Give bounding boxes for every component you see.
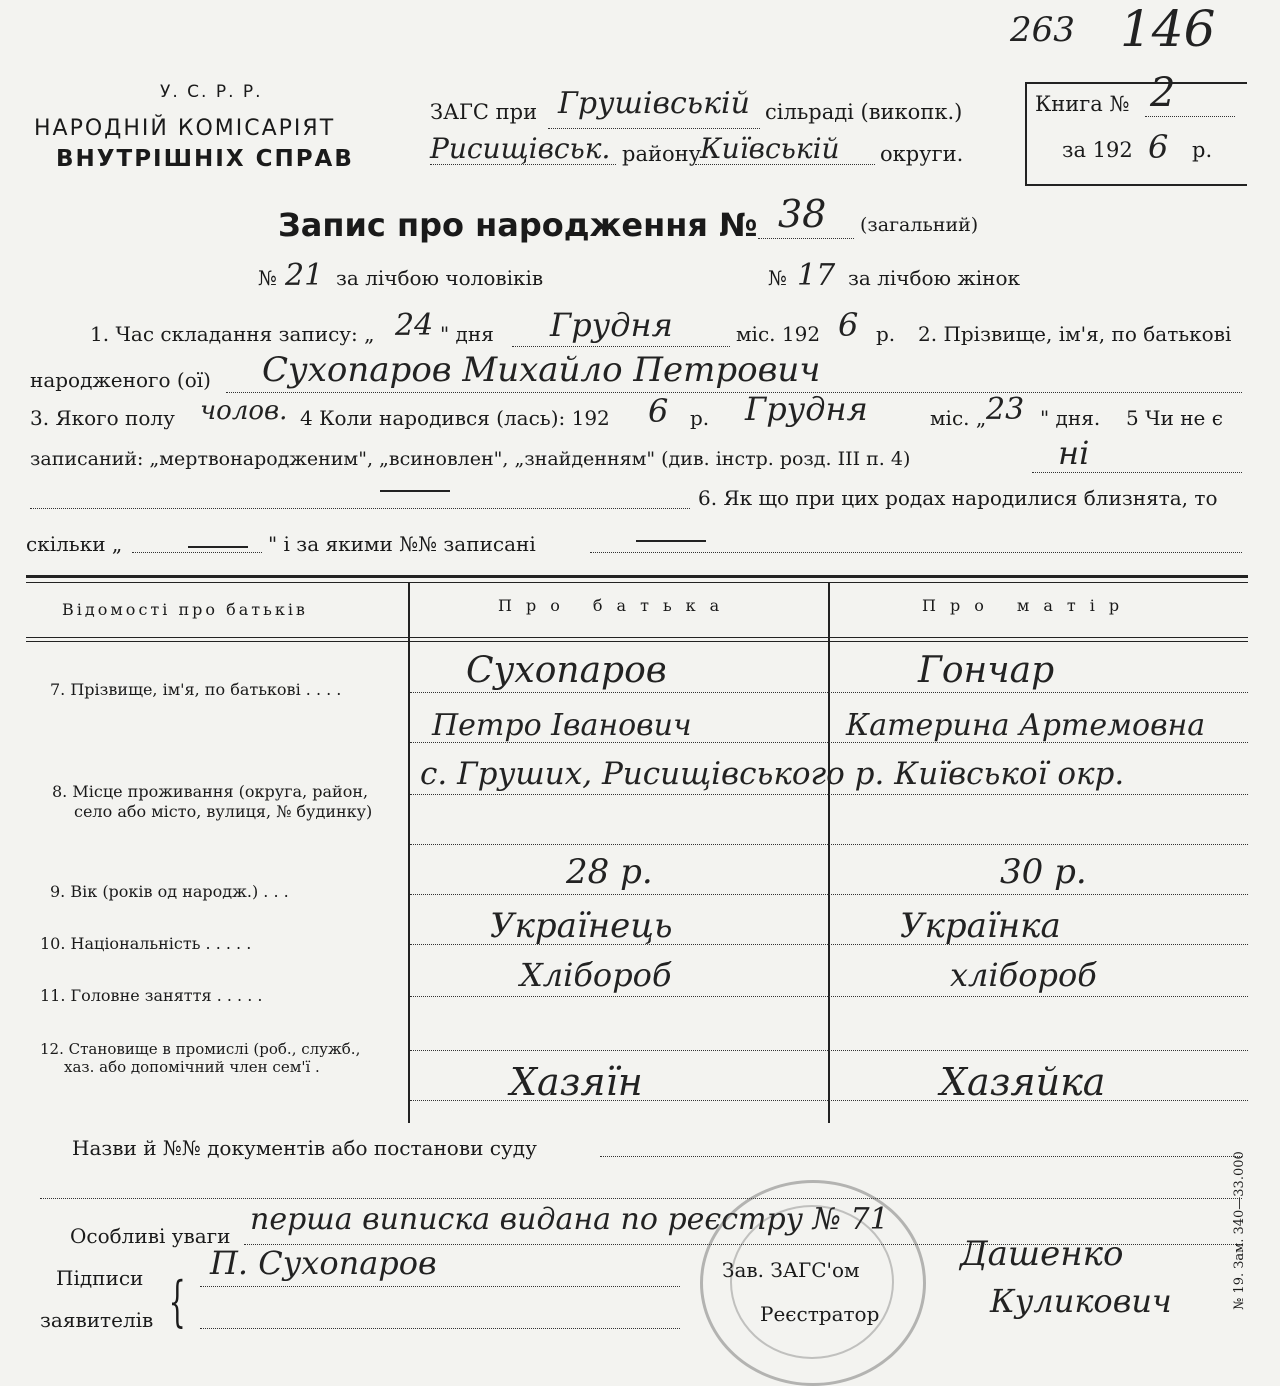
women-count-value: 17 — [797, 258, 836, 293]
mother-status: Хазяйка — [940, 1060, 1106, 1104]
table-header-rule — [26, 637, 1248, 638]
okruha-value: Київській — [700, 132, 840, 165]
father-nationality: Українець — [490, 906, 673, 946]
table-divider-2 — [828, 583, 830, 1123]
item6-label-b: скільки „ — [26, 532, 123, 556]
row11-label: 11. Головне заняття . . . . . — [40, 986, 263, 1005]
row10-label: 10. Національність . . . . . — [40, 934, 252, 953]
record-title-note: (загальний) — [860, 214, 979, 236]
table-divider-1 — [408, 583, 410, 1123]
registrar-label: Реєстратор — [760, 1302, 880, 1326]
okruha-label: округи. — [880, 142, 964, 166]
item6-label: 6. Як що при цих родах народилися близнята, то — [698, 486, 1218, 510]
department-label: ВНУТРІШНІХ СПРАВ — [56, 146, 354, 172]
item1-year-label: р. — [876, 322, 896, 346]
item2-label-b: народженого (ої) — [30, 368, 211, 392]
applicant-signature: П. Сухопаров — [210, 1244, 437, 1282]
book-number: 2 — [1150, 70, 1176, 116]
print-note: № 19. Зам. 340—33.000 — [1232, 1151, 1247, 1310]
sex-value: чолов. — [200, 396, 288, 426]
child-name-value: Сухопаров Михайло Петрович — [262, 350, 821, 390]
documents-label: Назви й №№ документів або постанови суду — [72, 1136, 537, 1160]
archive-number-b: 146 — [1120, 0, 1216, 58]
row12-label: 12. Становище в промислі (роб., служб., — [40, 1040, 361, 1058]
row8-label: 8. Місце проживання (округа, район, — [52, 782, 369, 801]
birth-month: Грудня — [745, 390, 868, 428]
row12-label-b: хаз. або допомічний член сем'ї . — [64, 1058, 320, 1076]
table-top-rule — [26, 575, 1248, 578]
remarks-label: Особливі уваги — [70, 1224, 231, 1248]
item1-day-label: " дня — [440, 322, 494, 346]
item3-label: 3. Якого полу — [30, 406, 175, 430]
father-occupation: Хлібороб — [520, 956, 672, 994]
item4-label: 4 Коли народився (лась): 192 — [300, 406, 610, 430]
father-surname: Сухопаров — [466, 650, 667, 691]
head-signature: Дашенко — [960, 1234, 1124, 1274]
mother-nationality: Українка — [900, 906, 1061, 946]
col-mother-header: Про матір — [922, 596, 1134, 615]
row7-label: 7. Прізвище, ім'я, по батькові . . . . — [50, 680, 342, 699]
book-year-digit: 6 — [1148, 128, 1169, 166]
book-label: Книга № — [1035, 92, 1130, 116]
applicants-label: заявителів — [40, 1308, 154, 1332]
republic-label: У. С. Р. Р. — [160, 82, 263, 102]
women-count-label: за лічбою жінок — [848, 266, 1021, 290]
record-number: 38 — [778, 192, 827, 236]
book-year-suffix: р. — [1192, 138, 1213, 162]
signatures-brace: { — [168, 1270, 186, 1333]
men-count-label: за лічбою чоловіків — [336, 266, 544, 290]
women-count-prefix: № — [768, 266, 787, 290]
col-father-header: Про батька — [498, 596, 734, 615]
row8-label-b: село або місто, вулиця, № будинку) — [74, 802, 373, 821]
item5-value: ні — [1058, 434, 1090, 472]
father-name: Петро Іванович — [432, 708, 692, 743]
archive-number-a: 263 — [1010, 10, 1075, 50]
birth-year-digit: 6 — [648, 392, 669, 430]
zags-suffix: сільраді (викопк.) — [765, 100, 963, 124]
father-status: Хазяїн — [510, 1060, 643, 1104]
men-count-value: 21 — [285, 258, 324, 293]
item1-month: Грудня — [550, 306, 673, 344]
item1-month-label: міс. 192 — [736, 322, 821, 346]
father-age: 28 р. — [566, 852, 653, 892]
signatures-label: Підписи — [56, 1266, 144, 1290]
item6-mid: " і за якими №№ записані — [268, 532, 536, 556]
item2-label: 2. Прізвище, ім'я, по батькові — [918, 322, 1232, 346]
registrar-signature: Куликович — [990, 1282, 1172, 1320]
birth-day-label: " дня. — [1040, 406, 1101, 430]
birth-month-label: міс. „ — [930, 406, 987, 430]
item1-label: 1. Час складання запису: „ — [90, 322, 375, 346]
men-count-prefix: № — [258, 266, 277, 290]
item1-year: 6 — [838, 306, 859, 344]
zags-village-value: Грушівській — [558, 86, 750, 121]
birth-year-label: р. — [690, 406, 710, 430]
remarks-value: перша виписка видана по реєстру № 71 — [250, 1202, 889, 1237]
mother-name: Катерина Артемовна — [846, 708, 1206, 743]
book-year-prefix: за 192 — [1062, 138, 1133, 162]
col-info-header: Відомості про батьків — [62, 600, 308, 619]
head-label: Зав. ЗАГС'ом — [722, 1258, 860, 1282]
raion-value: Рисищівськ. — [430, 132, 611, 165]
mother-age: 30 р. — [1000, 852, 1087, 892]
residence-value: с. Груших, Рисищівського р. Київської окр. — [420, 756, 1125, 792]
official-stamp-inner — [730, 1205, 894, 1359]
item5-label-b: записаний: „мертвонародженим", „всиновлен", „знайденням" (див. інстр. розд. III п. 4) — [30, 448, 911, 470]
item5-label: 5 Чи не є — [1126, 406, 1223, 430]
row9-label: 9. Вік (років од народж.) . . . — [50, 882, 289, 901]
mother-occupation: хлібороб — [950, 956, 1097, 994]
commissariat-label: НАРОДНІЙ КОМІСАРІЯТ — [34, 116, 336, 141]
raion-label: району — [622, 142, 701, 166]
mother-surname: Гончар — [918, 650, 1055, 691]
zags-prefix: ЗАГС при — [430, 100, 538, 124]
record-title: Запис про народження № — [278, 206, 758, 244]
item1-day: 24 — [395, 308, 434, 343]
birth-day: 23 — [986, 392, 1025, 427]
